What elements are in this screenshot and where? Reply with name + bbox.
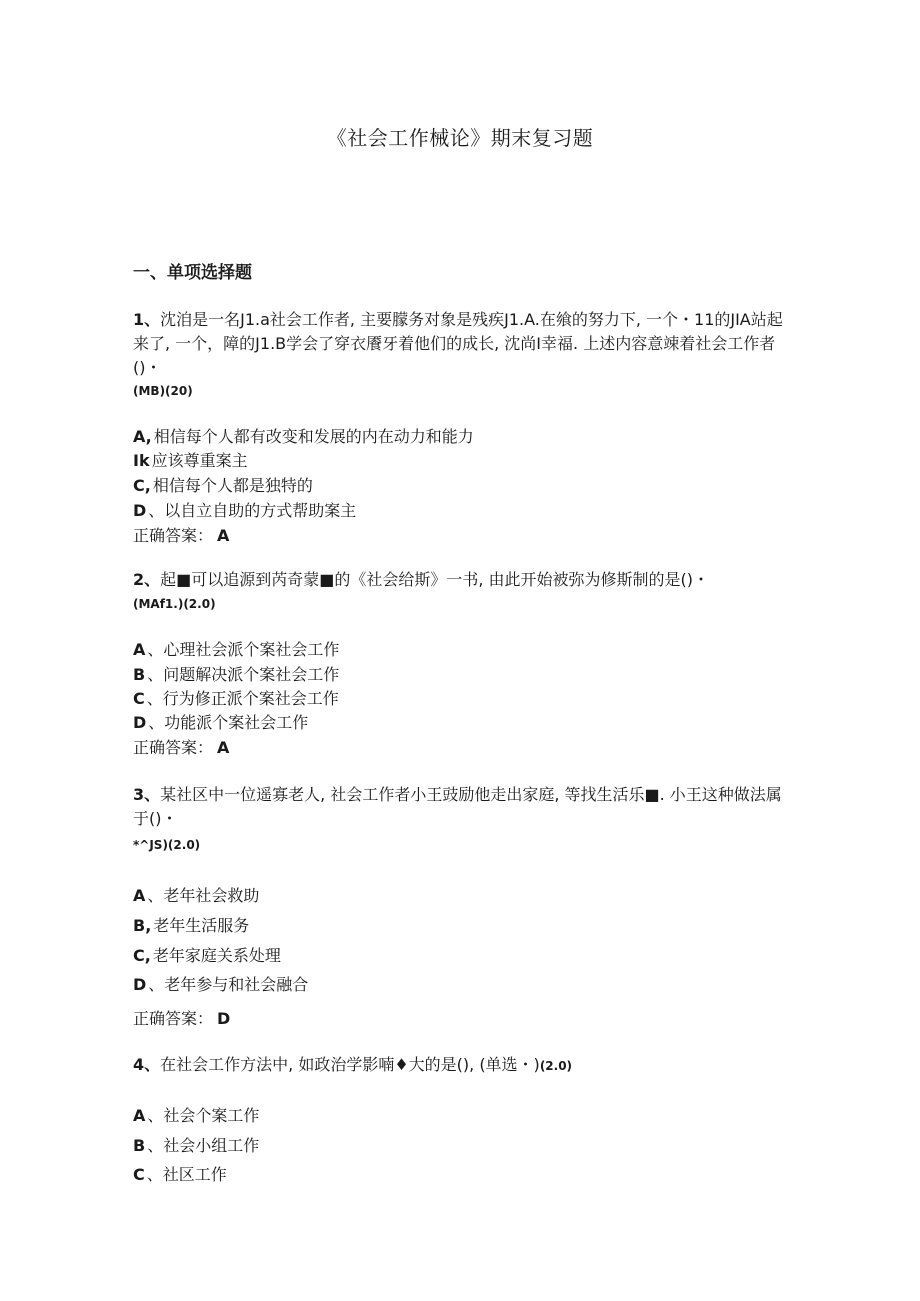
question-2-answer: 正确答案： A (133, 738, 230, 757)
question-3-option-c: C, 老年家庭关系处理 (133, 946, 281, 965)
question-1-option-a: A, 相信每个人都有改变和发展的内在动力和能力 (133, 427, 474, 446)
question-3-meta: *^JS)(2.0) (133, 838, 201, 852)
question-1-answer: 正确答案： A (133, 526, 230, 545)
question-1-option-d: D 、以自立自助的方式帮助案主 (133, 501, 357, 520)
question-3-stem: 3、某社区中一位遥寡老人, 社会工作者小王豉励他走出家庭, 等找生活乐■. 小王这种做法属于()・ (133, 785, 782, 828)
question-2-meta: (MAf1.)(2.0) (133, 597, 216, 611)
question-2-option-c: C 、行为修正派个案社会工作 (133, 689, 339, 708)
question-3-option-d: D 、老年参与和社会融合 (133, 975, 309, 994)
question-number: 1、 (133, 310, 161, 329)
question-4-option-a: A 、社会个案工作 (133, 1106, 260, 1125)
question-1-stem (133, 308, 788, 380)
question-1-meta: (MB)(20) (133, 384, 193, 398)
question-text: 沈洎是一名J1.a社会工作者, 主要朦务对象是残疾J1.A.在飨的努力下, 一个・11的JIA站起来了, 一个，障的J1.B学会了穿衣餍牙着他们的成长, 沈尚I幸福. 上述内容意竦着社会工作者()・ (133, 310, 783, 377)
question-4-stem: 4、在社会工作方法中, 如政治学影喃♦大的是(), (单选・)(2.0) (133, 1055, 573, 1074)
question-3-option-b: B, 老年生活服务 (133, 916, 250, 935)
section-heading: 一、单项选择题 (133, 263, 252, 283)
question-1-option-b: Ik 应该尊重案主 (133, 451, 248, 470)
document-title: 《社会工作械论》期末复习题 (326, 126, 594, 150)
question-3-option-a: A 、老年社会救助 (133, 886, 260, 905)
question-2-option-a: A 、心理社会派个案社会工作 (133, 640, 340, 659)
question-4-option-b: B 、社会小组工作 (133, 1136, 260, 1155)
question-2-stem: 2、起■可以追源到芮奇蒙■的《社会给斯》一书, 由此开始被弥为修斯制的是()・ (133, 570, 710, 589)
question-3-answer: 正确答案： D (133, 1009, 231, 1028)
question-1-option-c: C, 相信每个人都是独特的 (133, 476, 313, 495)
question-4-option-c: C 、社区工作 (133, 1165, 227, 1184)
question-2-option-d: D 、功能派个案社会工作 (133, 713, 309, 732)
question-2-option-b: B 、问题解决派个案社会工作 (133, 665, 340, 684)
